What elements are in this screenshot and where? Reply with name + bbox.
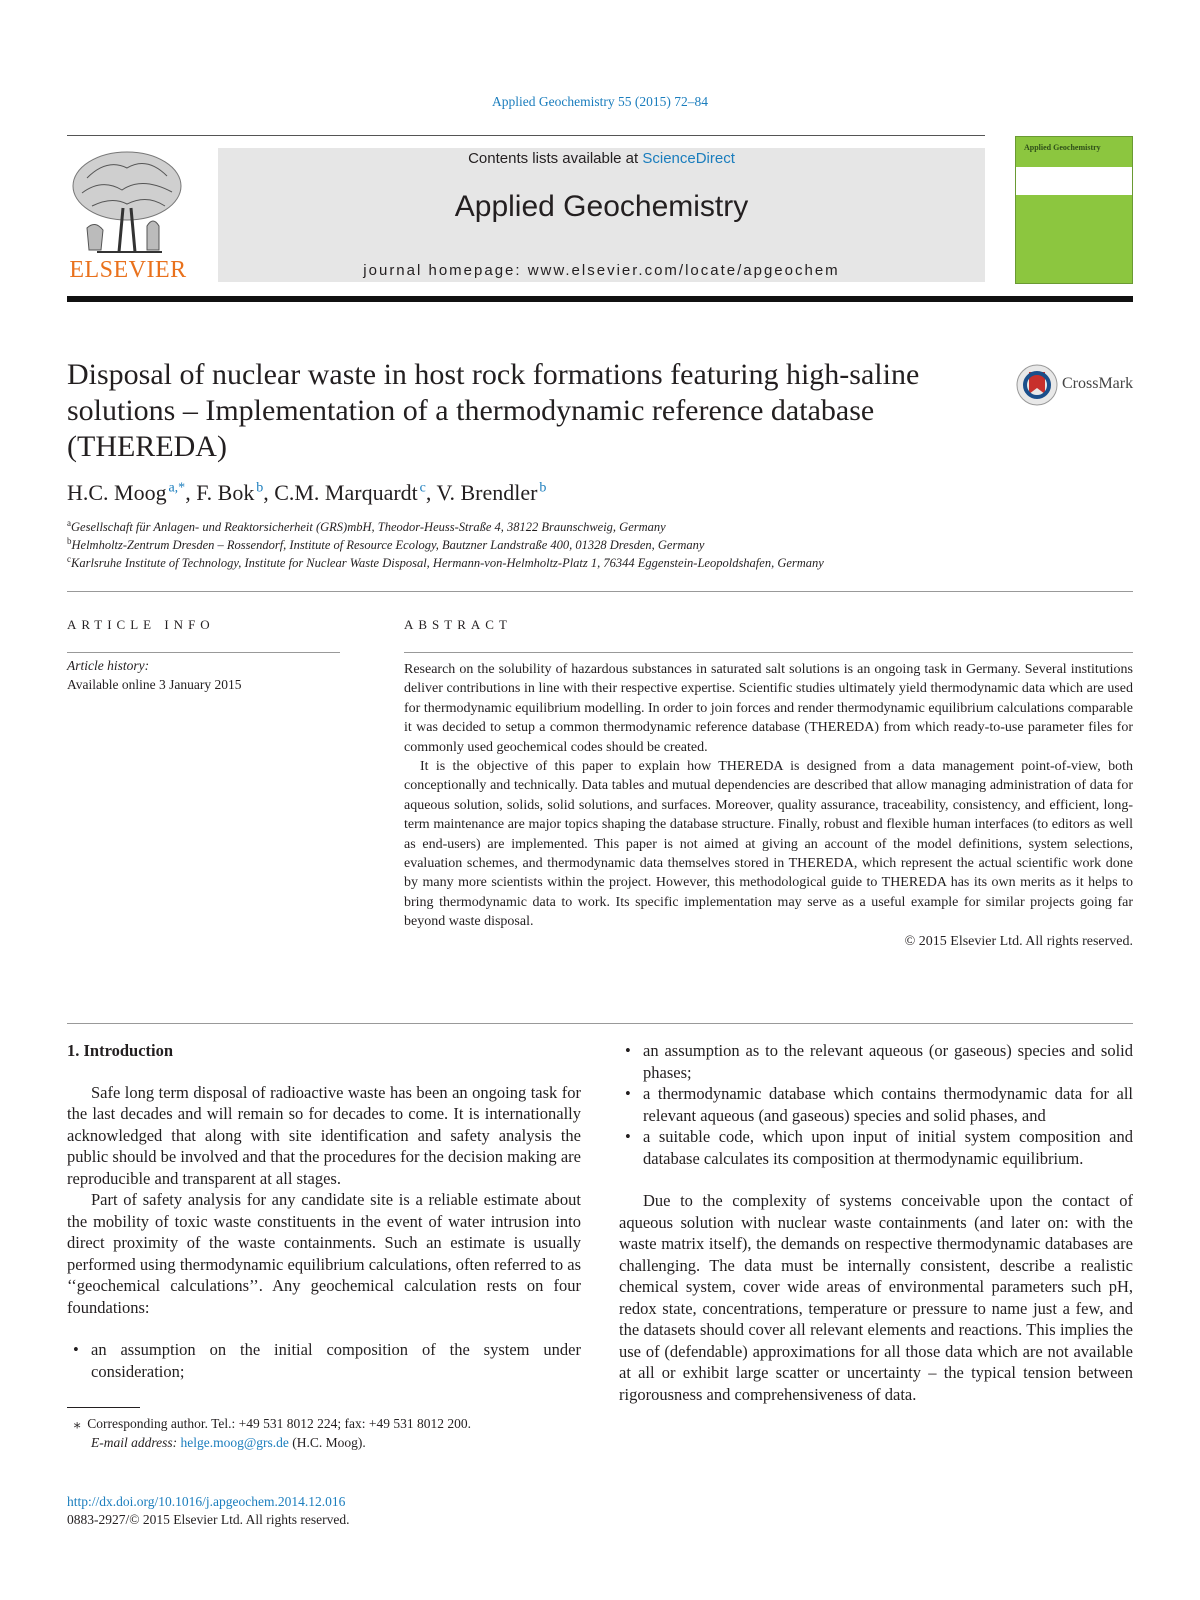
affiliation — [67, 536, 704, 553]
journal-cover[interactable] — [1015, 136, 1133, 284]
body-paragraph: Safe long term disposal of radioactive waste has been an ongoing task for the last decades and will remain so for decades to come. It is internationally acknowledged that along with site identification and safety analysis the public should be involved and that the procedures for the decision making are reproducible and transparent at all stages. — [67, 1082, 581, 1188]
article-info-heading: ARTICLE INFO — [67, 617, 215, 632]
body-paragraph: Part of safety analysis for any candidate site is a reliable estimate about the mobility of toxic waste constituents in the event of water intrusion into direct proximity of the waste containments. Such an estimate is usually performed using thermodynamic equilibrium calculations, often referred to as ‘‘geochemical calculations’’. Any geochemical calculation rests on four foundations: — [67, 1190, 581, 1317]
journal-homepage[interactable]: journal homepage: www.elsevier.com/locate/apgeochem — [363, 262, 840, 279]
author-affiliation-ref[interactable]: c — [419, 480, 426, 496]
crossmark-badge[interactable] — [1016, 364, 1136, 408]
cover-title: Applied Geochemistry — [1024, 143, 1101, 152]
abstract-heading: ABSTRACT — [404, 617, 512, 632]
author-list: H.C. Moog $^{a,*}$, F. Bok $^b$, C.M. Marquardt $^c$, V. Brendler $^b$ — [67, 480, 547, 505]
list-item: • an assumption as to the relevant aqueous (or gaseous) species and solid phases; — [619, 1040, 1133, 1083]
footnote-line — [67, 1414, 581, 1433]
paragraph-gap — [619, 1169, 1133, 1190]
article-history-label: Article history: — [67, 658, 150, 673]
footnote-marker: ⁎ — [73, 1416, 81, 1431]
affiliation — [67, 554, 824, 571]
header-divider — [67, 135, 985, 136]
author-name: H.C. Moog — [67, 480, 167, 505]
paragraph-gap — [67, 1318, 581, 1339]
abstract-divider — [404, 652, 1133, 653]
foundation-list — [67, 1339, 581, 1382]
body-paragraph: Due to the complexity of systems conceivable upon the contact of aqueous solution with nuclear waste containments (and later on: with the waste matrix itself), the demands on respective thermodynamic databases are challenging. The data must be internally consistent, describe a realistic chemical system, cover wide areas of environmental parameters such pH, redox state, concentrations, temperature or pressure to name just a few, and the datasets should cover all relevant elements and reactions. This implies the use of (defendable) approximations for all those data which are not available at all or exhibit large scatter or uncertainty – the typical tension between rigorousness and comprehensiveness of data. — [619, 1191, 1133, 1404]
footnote-email-line — [67, 1433, 581, 1452]
list-item: • a thermodynamic database which contains thermodynamic data for all relevant aqueous (and gaseous) species and solid phases, and — [619, 1083, 1133, 1126]
contents-prefix: Contents lists available at — [468, 150, 643, 167]
affiliation — [67, 518, 666, 535]
author-name: F. Bok — [196, 480, 255, 505]
abstract-copyright: © 2015 Elsevier Ltd. All rights reserved. — [904, 933, 1133, 949]
journal-title: Applied Geochemistry — [454, 190, 749, 223]
journal-citation[interactable]: Applied Geochemistry 55 (2015) 72–84 — [492, 94, 708, 109]
contents-line — [218, 150, 985, 167]
author-name: C.M. Marquardt — [274, 480, 418, 505]
sciencedirect-link[interactable]: ScienceDirect — [642, 150, 735, 167]
body-column-left — [67, 1040, 581, 1382]
article-title: Disposal of nuclear waste in host rock formations featuring high-saline solutions – Implementation of a thermodynamic reference database (THEREDA) — [67, 358, 920, 463]
affiliation-key: c — [67, 554, 71, 564]
masthead-divider — [67, 296, 1133, 302]
email-label: E-mail address: — [91, 1435, 181, 1450]
elsevier-wordmark: ELSEVIER — [69, 257, 187, 283]
affiliation-key: b — [67, 536, 72, 546]
doi-link[interactable]: http://dx.doi.org/10.1016/j.apgeochem.2014.12.016 — [67, 1494, 346, 1509]
abstract-paragraph: Research on the solubility of hazardous substances in saturated salt solutions is an ongoing task in Germany. Several institutions deliver contributions in line with their respective expertise. Scientific studies ultimately yield thermodynamic data which are used for thermodynamic equilibrium modelling. In order to join forces and render thermodynamic equilibrium calculations comparable it was decided to setup a common thermodynamic reference database (THEREDA) from which ready-to-use parameter files for commonly used geochemical codes should be created. — [404, 662, 1133, 755]
cover-band — [1016, 167, 1132, 195]
affiliation-divider — [67, 591, 1133, 592]
body-divider — [67, 1023, 1133, 1024]
abstract-body — [404, 660, 1133, 951]
author-name: V. Brendler — [436, 480, 538, 505]
affiliation-key: a — [67, 518, 71, 528]
doi-block — [67, 1493, 349, 1529]
corresponding-author-footnote — [67, 1414, 581, 1452]
body-column-right — [619, 1040, 1133, 1405]
author-affiliation-ref[interactable]: b — [256, 480, 264, 496]
article-info-divider — [67, 652, 340, 653]
email-link[interactable]: helge.moog@grs.de — [180, 1435, 289, 1450]
crossmark-label: CrossMark — [1062, 375, 1134, 392]
tree-icon — [67, 148, 189, 256]
article-history-value: Available online 3 January 2015 — [67, 677, 242, 692]
list-item: • an assumption on the initial composition of the system under consideration; — [67, 1339, 581, 1382]
footnote-divider — [67, 1407, 140, 1408]
crossmark-icon — [1016, 364, 1058, 406]
elsevier-logo — [67, 148, 189, 284]
journal-masthead — [218, 148, 985, 282]
issn-copyright: 0883-2927/© 2015 Elsevier Ltd. All rights reserved. — [67, 1512, 350, 1527]
foundation-list — [619, 1040, 1133, 1169]
affiliation-text: Karlsruhe Institute of Technology, Institute for Nuclear Waste Disposal, Hermann-von-Helmholtz-Platz 1, 76344 Eggenstein-Leopoldshafen, Germany — [71, 556, 824, 571]
affiliation-text: Helmholtz-Zentrum Dresden – Rossendorf, Institute of Resource Ecology, Bautzner Landstraße 400, 01328 Dresden, Germany — [71, 538, 705, 553]
list-item: • a suitable code, which upon input of initial system composition and database calculates its composition at thermodynamic equilibrium. — [619, 1126, 1133, 1169]
footnote-text: Corresponding author. Tel.: +49 531 8012 224; fax: +49 531 8012 200. — [87, 1416, 472, 1431]
abstract-paragraph: It is the objective of this paper to explain how THEREDA is designed from a data management point-of-view, both conceptionally and technically. Data tables and mutual dependencies are described that allow managing administration of data for aqueous solution, solids, solid solutions, and surfaces. Moreover, quality assurance, traceability, consistency, and efficient, long-term maintenance are major topics shaping the database structure. Finally, robust and flexible human interfaces (to editors as well as end-users) are implemented. This paper is not aimed at giving an account of the model definitions, system selections, evaluation schemes, and thermodynamic data themselves stored in THEREDA, which represent the actual scientific work done by many more scientists within the project. However, this methodological guide to THEREDA has its own merits as it helps to bring thermodynamic data to work. Its specific implementation may serve as a useful example for similar projects going far beyond waste disposal. — [404, 759, 1133, 930]
section-heading-introduction: 1. Introduction — [67, 1041, 174, 1060]
author-affiliation-ref[interactable]: b — [539, 480, 547, 496]
email-suffix: (H.C. Moog). — [288, 1435, 366, 1450]
affiliation-text: Gesellschaft für Anlagen- und Reaktorsicherheit (GRS)mbH, Theodor-Heuss-Straße 4, 38122 Braunschweig, Germany — [71, 520, 666, 535]
author-affiliation-ref[interactable]: a,* — [168, 480, 186, 496]
